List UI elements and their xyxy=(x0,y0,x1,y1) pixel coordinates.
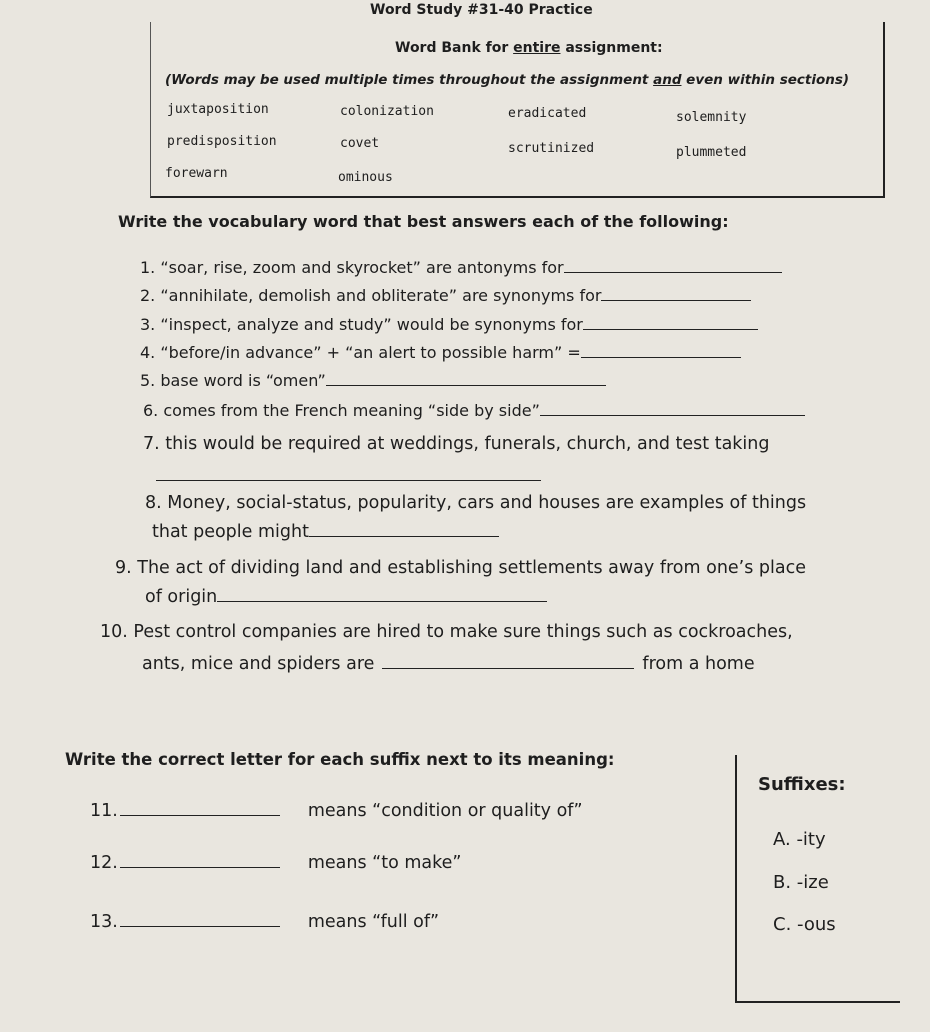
answer-blank[interactable] xyxy=(564,258,782,273)
bank-word: juxtaposition xyxy=(167,102,269,117)
answer-blank[interactable] xyxy=(382,654,634,669)
question-3: 3. “inspect, analyze and study” would be synonyms for xyxy=(140,315,758,334)
question-11: 11. means “condition or quality of” xyxy=(90,801,583,821)
suffixes-title: Suffixes: xyxy=(758,774,846,795)
question-8-cont: that people might xyxy=(152,522,499,542)
suffix-option: C. -ous xyxy=(773,914,836,935)
question-10: 10. Pest control companies are hired to make sure things such as cockroaches, xyxy=(100,622,793,642)
answer-blank[interactable] xyxy=(156,466,541,481)
question-2: 2. “annihilate, demolish and obliterate” are synonyms for xyxy=(140,286,751,305)
bank-word: colonization xyxy=(340,104,434,119)
question-9: 9. The act of dividing land and establishing settlements away from one’s place xyxy=(115,558,807,578)
bank-word: covet xyxy=(340,136,380,151)
page-title: Word Study #31-40 Practice xyxy=(370,2,593,18)
word-bank-heading: Word Bank for entire assignment: xyxy=(395,40,663,56)
answer-blank[interactable] xyxy=(309,522,499,537)
answer-blank[interactable] xyxy=(601,286,751,301)
question-4: 4. “before/in advance” + “an alert to possible harm” = xyxy=(140,343,741,362)
bank-word: scrutinized xyxy=(508,141,595,156)
section1-instruction: Write the vocabulary word that best answers each of the following: xyxy=(118,212,729,231)
bank-word: ominous xyxy=(338,170,393,185)
question-7-line xyxy=(156,466,541,485)
question-7: 7. this would be required at weddings, funerals, church, and test taking xyxy=(143,434,770,454)
answer-blank[interactable] xyxy=(540,401,805,416)
answer-blank[interactable] xyxy=(217,587,547,602)
bank-word: solemnity xyxy=(676,110,747,125)
answer-blank[interactable] xyxy=(120,912,280,927)
bank-word: forewarn xyxy=(165,166,228,181)
answer-blank[interactable] xyxy=(120,801,280,816)
question-8: 8. Money, social-status, popularity, cars and houses are examples of things xyxy=(145,493,807,513)
question-5: 5. base word is “omen” xyxy=(140,371,606,390)
word-bank-note: (Words may be used multiple times throughout the assignment and even within sections) xyxy=(165,72,850,88)
bank-word: eradicated xyxy=(508,106,587,121)
bank-word: plummeted xyxy=(676,145,747,160)
answer-blank[interactable] xyxy=(581,343,741,358)
question-1: 1. “soar, rise, zoom and skyrocket” are antonyms for xyxy=(140,258,782,277)
suffix-option: B. -ize xyxy=(773,872,829,893)
answer-blank[interactable] xyxy=(120,853,280,868)
answer-blank[interactable] xyxy=(583,315,758,330)
bank-word: predisposition xyxy=(167,134,277,149)
question-9-cont: of origin xyxy=(145,587,547,607)
question-6: 6. comes from the French meaning “side by side” xyxy=(143,401,805,420)
question-13: 13. means “full of” xyxy=(90,912,440,932)
section2-instruction: Write the correct letter for each suffix next to its meaning: xyxy=(65,750,615,769)
question-12: 12. means “to make” xyxy=(90,853,462,873)
suffix-option: A. -ity xyxy=(773,829,826,850)
answer-blank[interactable] xyxy=(326,371,606,386)
question-10-cont: ants, mice and spiders are from a home xyxy=(142,654,755,674)
